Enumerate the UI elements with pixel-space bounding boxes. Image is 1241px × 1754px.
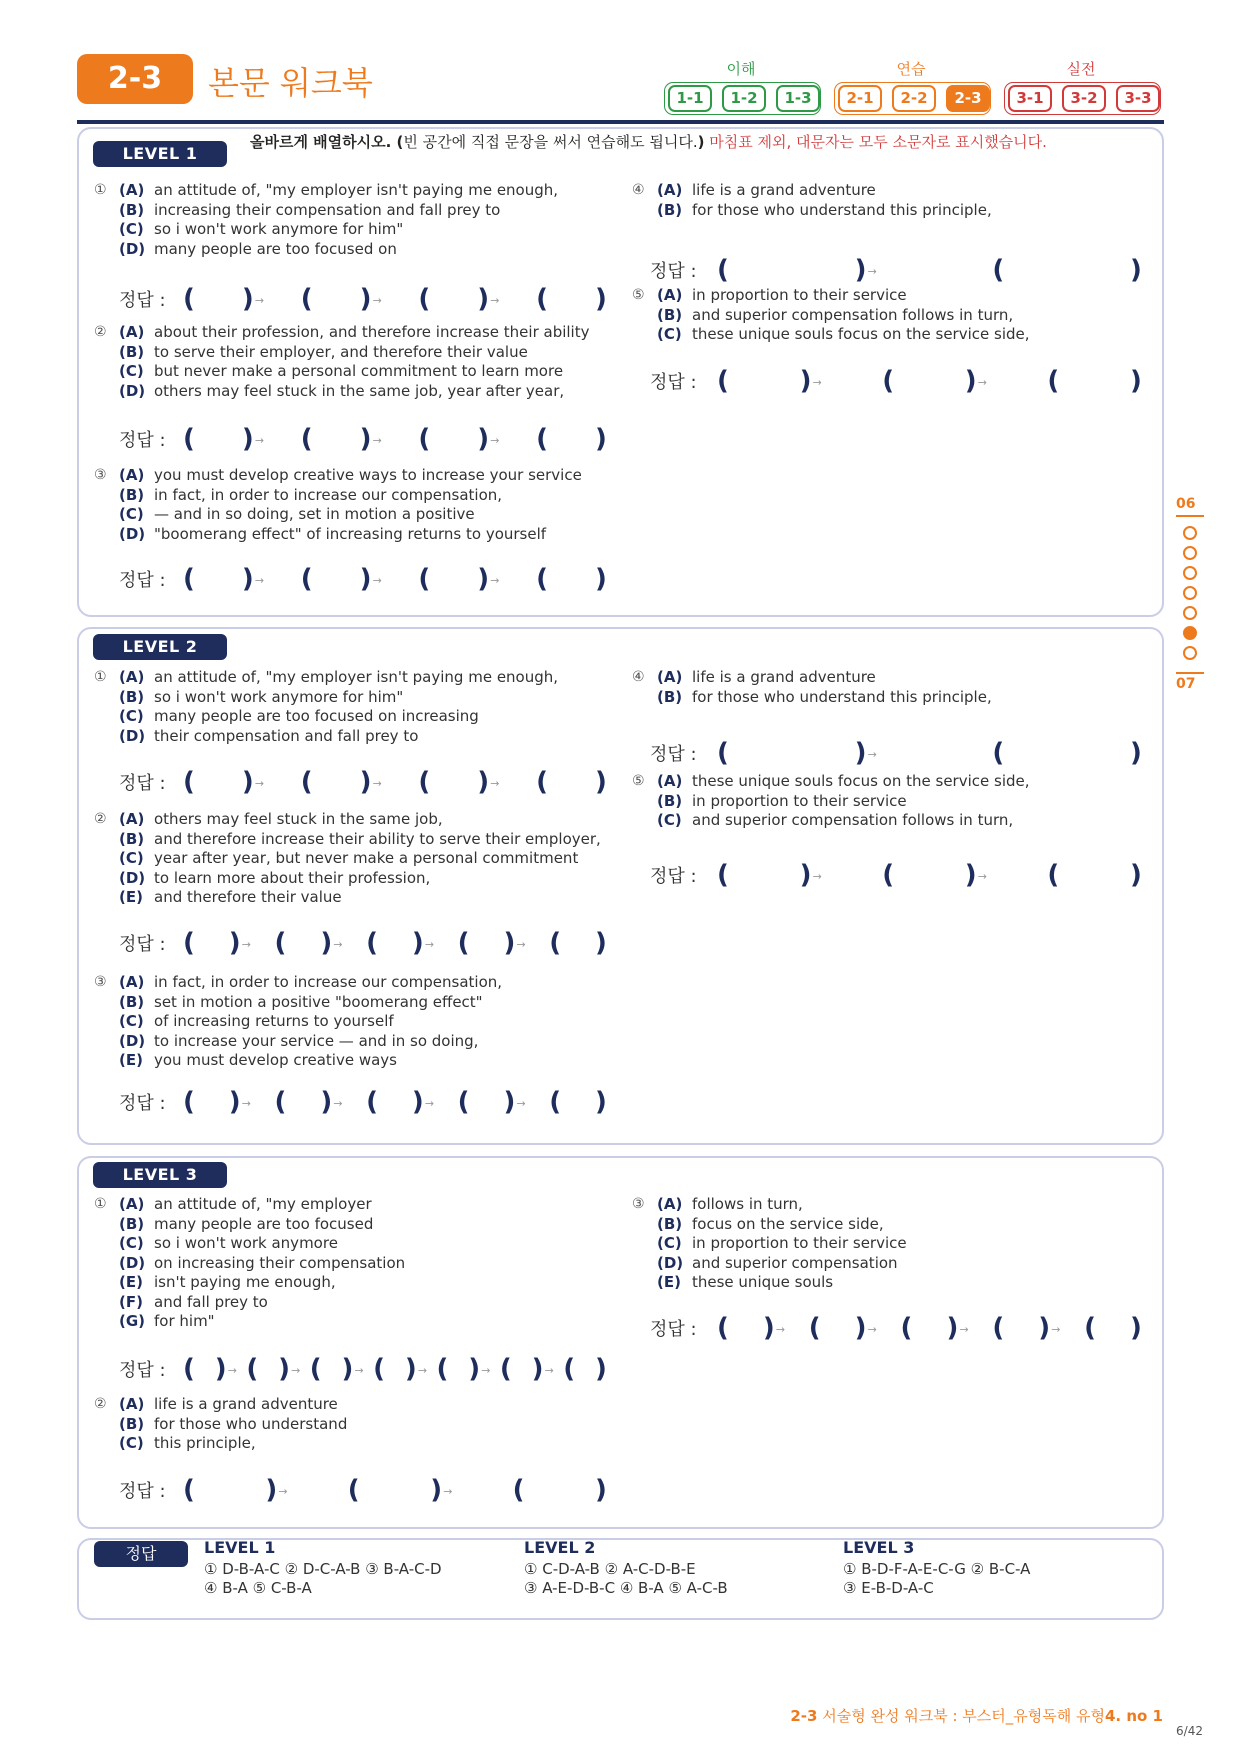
answer-label: 정답 :: [119, 934, 166, 955]
answer-blank-open[interactable]: (: [549, 1087, 562, 1117]
l1-q3-answer-line: [119, 564, 615, 595]
arrow-icon: →: [424, 938, 435, 951]
side-nav-dot: [1183, 526, 1197, 540]
answer-blank-close[interactable]: ): [241, 564, 254, 594]
group-label-real: 실전: [1066, 60, 1096, 78]
option-b: (B) and therefore increase their ability to serve their employer,: [119, 829, 601, 848]
option-f: (F) and fall prey to: [119, 1292, 268, 1311]
answer-blank-open[interactable]: (: [563, 1354, 576, 1384]
answer-blank-open[interactable]: (: [183, 284, 195, 314]
l3-q2: ② (A) life is a grand adventure (B) for those who understand (C) this principle,: [119, 1395, 619, 1454]
option-e: (E) these unique souls: [657, 1273, 834, 1291]
answer-blank-close[interactable]: ): [595, 1475, 607, 1505]
option-c: (C) and superior compensation follows in turn,: [657, 811, 1014, 829]
option-c: (C) — and in so doing, set in motion a positive: [119, 505, 475, 523]
l2-q2-answer-line: [119, 928, 615, 959]
side-nav-top-line: [1176, 515, 1204, 517]
option-b: (B) to serve their employer, and therefore their value: [119, 342, 528, 361]
option-d: (D) to learn more about their profession,: [119, 868, 431, 887]
answer-blank-open[interactable]: (: [300, 284, 313, 314]
answer-label: 정답 :: [119, 1481, 166, 1502]
answer-blank-close[interactable]: ): [1038, 1313, 1051, 1343]
answer-blank-open[interactable]: (: [366, 928, 378, 958]
option-a: (A) follows in turn,: [657, 1195, 803, 1213]
answer-blank-close[interactable]: ): [320, 1087, 333, 1117]
answer-blank-open[interactable]: (: [1047, 860, 1060, 890]
answer-blank-close[interactable]: ): [477, 564, 490, 594]
answer-blank-close[interactable]: ): [964, 366, 977, 396]
option-a: (A) an attitude of, "my employer: [119, 1195, 372, 1213]
answer-blank-open[interactable]: (: [183, 424, 195, 454]
answer-blank-open[interactable]: (: [418, 564, 431, 594]
answer-blank-open[interactable]: (: [457, 928, 470, 958]
l2-q1: ① (A) an attitude of, "my employer isn't paying me enough, (B) so i won't work anymore for him" (C) many people are too focused on increasing (D) their compensation and fall prey to: [119, 668, 619, 746]
l2-q4: ④ (A) life is a grand adventure (B) for those who understand this principle,: [657, 668, 1157, 707]
answer-blank-close[interactable]: ): [265, 1475, 278, 1505]
option-b: (B) focus on the service side,: [657, 1214, 884, 1233]
answer-blank-open[interactable]: (: [992, 255, 1005, 285]
answer-blank-close[interactable]: ): [214, 1354, 227, 1384]
l3-q1-answer-line: [119, 1354, 615, 1385]
answer-blank-close[interactable]: ): [477, 767, 490, 797]
answer-blank-open[interactable]: (: [366, 1087, 378, 1117]
option-c: (C) year after year, but never make a personal commitment: [119, 849, 579, 867]
answer-blank-open[interactable]: (: [300, 767, 313, 797]
tab-3-2[interactable]: 3-2: [1062, 85, 1106, 112]
answer-blank-open[interactable]: (: [536, 424, 549, 454]
footer-caption: 2-3 서술형 완성 워크북 : 부스터_유형독해 유형4. no 1: [790, 1707, 1163, 1725]
side-nav-dot: [1183, 586, 1197, 600]
answer-blank-close[interactable]: ): [762, 1313, 775, 1343]
answer-blank-open[interactable]: (: [900, 1313, 913, 1343]
option-c: (C) of increasing returns to yourself: [119, 1012, 394, 1030]
l3-q1: ① (A) an attitude of, "my employer (B) many people are too focused (C) so i won't work anymore (D) on increasing their compensation (E) isn't paying me enough, (F) and fall prey to (G) for him": [119, 1195, 619, 1332]
arrow-icon: →: [241, 938, 251, 951]
side-nav-bottom-number: 07: [1176, 676, 1196, 692]
option-b: (B) for those who understand this principle,: [657, 687, 992, 706]
option-b: (B) increasing their compensation and fall prey to: [119, 200, 501, 219]
arrow-icon: →: [977, 376, 988, 389]
arrow-icon: →: [424, 1097, 435, 1110]
tab-1-2[interactable]: 1-2: [722, 85, 766, 112]
page-title: 본문 워크북: [208, 64, 373, 102]
answer-blank-open[interactable]: (: [347, 1475, 360, 1505]
side-nav-dot: [1183, 626, 1197, 640]
option-a: (A) an attitude of, "my employer isn't paying me enough,: [119, 668, 559, 686]
answer-blank-open[interactable]: (: [717, 1313, 729, 1343]
page-number: 6/42: [1176, 1724, 1203, 1738]
side-nav-bottom-line: [1176, 672, 1204, 674]
answer-blank-open[interactable]: (: [499, 1354, 512, 1384]
side-nav-dot: [1183, 646, 1197, 660]
answer-blank-open[interactable]: (: [183, 1354, 195, 1384]
option-a: (A) life is a grand adventure: [119, 1395, 338, 1413]
answer-blank-open[interactable]: (: [808, 1313, 821, 1343]
answer-label: 정답 :: [119, 570, 166, 591]
arrow-icon: →: [417, 1364, 428, 1377]
arrow-icon: →: [443, 1485, 453, 1498]
l2-q3-answer-line: [119, 1087, 615, 1118]
arrow-icon: →: [354, 1364, 364, 1377]
arrow-icon: →: [775, 1323, 786, 1336]
answer-label: 정답 :: [650, 261, 697, 282]
option-d: (D) their compensation and fall prey to: [119, 726, 419, 745]
level3-title: LEVEL 3: [93, 1162, 227, 1188]
arrow-icon: →: [372, 294, 382, 307]
arrow-icon: →: [254, 434, 265, 447]
answer-blank-open[interactable]: (: [274, 928, 287, 958]
answer-blank-close[interactable]: ): [1130, 860, 1142, 890]
group-label-practice: 연습: [896, 60, 926, 78]
option-g: (G) for him": [119, 1312, 215, 1330]
answer-blank-close[interactable]: ): [854, 738, 867, 768]
option-b: (B) for those who understand: [119, 1414, 348, 1433]
answer-blank-close[interactable]: ): [341, 1354, 354, 1384]
option-a: (A) in fact, in order to increase our compensation,: [119, 973, 503, 991]
l1-q4: ④ (A) life is a grand adventure (B) for those who understand this principle,: [657, 181, 1157, 220]
option-d: (D) "boomerang effect" of increasing returns to yourself: [119, 524, 547, 543]
answer-blank-close[interactable]: ): [468, 1354, 481, 1384]
arrow-icon: →: [867, 1323, 877, 1336]
l3-q2-answer-line: [119, 1475, 615, 1506]
option-a: (A) about their profession, and therefore increase their ability: [119, 323, 590, 341]
arrow-icon: →: [812, 870, 822, 883]
answer-blank-close[interactable]: ): [503, 1087, 516, 1117]
option-b: (B) and superior compensation follows in turn,: [657, 305, 1014, 324]
answer-blank-close[interactable]: ): [1130, 366, 1142, 396]
l2-q4-answer-line: [650, 738, 1150, 769]
option-c: (C) but never make a personal commitment to learn more: [119, 362, 564, 380]
answer-blank-open[interactable]: (: [418, 284, 431, 314]
answer-blank-close[interactable]: ): [595, 424, 607, 454]
answer-blank-open[interactable]: (: [183, 928, 195, 958]
answer-blank-close[interactable]: ): [595, 564, 607, 594]
arrow-icon: →: [867, 265, 877, 278]
answer-blank-open[interactable]: (: [246, 1354, 259, 1384]
option-c: (C) these unique souls focus on the service side,: [657, 325, 1030, 343]
answer-blank-close[interactable]: ): [477, 284, 490, 314]
l2-q1-answer-line: [119, 767, 615, 798]
option-a: (A) life is a grand adventure: [657, 668, 876, 686]
answer-blank-close[interactable]: ): [241, 424, 254, 454]
answer-blank-close[interactable]: ): [228, 928, 241, 958]
answer-blank-open[interactable]: (: [882, 860, 895, 890]
arrow-icon: →: [291, 1364, 301, 1377]
arrow-icon: →: [490, 574, 500, 587]
answer-blank-open[interactable]: (: [274, 1087, 287, 1117]
answer-blank-open[interactable]: (: [1084, 1313, 1096, 1343]
answer-blank-close[interactable]: ): [430, 1475, 443, 1505]
answer-blank-close[interactable]: ): [595, 284, 607, 314]
answer-key-level2: LEVEL 2 ① C-D-A-B ② A-C-D-B-E ③ A-E-D-B-C ④ B-A ⑤ A-C-B: [524, 1538, 728, 1597]
answer-blank-close[interactable]: ): [359, 424, 372, 454]
answer-blank-open[interactable]: (: [717, 860, 729, 890]
answer-blank-close[interactable]: ): [964, 860, 977, 890]
arrow-icon: →: [254, 294, 265, 307]
l1-q2: ② (A) about their profession, and therefore increase their ability (B) to serve their employer, and therefore their value (C) but never make a personal commitment to learn more (D) others may feel stuck in the same job, year after year,: [119, 323, 617, 401]
option-b: (B) in proportion to their service: [657, 791, 907, 810]
answer-blank-open[interactable]: (: [418, 424, 431, 454]
answer-blank-close[interactable]: ): [320, 928, 333, 958]
arrow-icon: →: [372, 434, 382, 447]
answer-blank-close[interactable]: ): [1130, 738, 1142, 768]
answer-blank-open[interactable]: (: [183, 767, 195, 797]
answer-blank-close[interactable]: ): [595, 1087, 607, 1117]
arrow-icon: →: [333, 1097, 343, 1110]
answer-label: 정답 :: [650, 372, 697, 393]
l2-q3: ③ (A) in fact, in order to increase our compensation, (B) set in motion a positive "boomerang effect" (C) of increasing returns to yourself (D) to increase your service — and in so doing, (E) you must develop creative ways: [119, 973, 619, 1071]
l1-q1: ① (A) an attitude of, "my employer isn't paying me enough, (B) increasing their compensation and fall prey to (C) so i won't work anymore for him" (D) many people are too focused on: [119, 181, 619, 259]
arrow-icon: →: [544, 1364, 554, 1377]
l1-q3: ③ (A) you must develop creative ways to increase your service (B) in fact, in order to increase our compensation, (C) — and in so doing, set in motion a positive (D) "boomerang effect" of increasing returns to yourself: [119, 466, 619, 544]
option-a: (A) others may feel stuck in the same job,: [119, 810, 443, 828]
option-e: (E) and therefore their value: [119, 888, 342, 906]
answer-label: 정답 :: [650, 744, 697, 765]
answer-blank-close[interactable]: ): [228, 1087, 241, 1117]
answer-blank-close[interactable]: ): [359, 767, 372, 797]
option-e: (E) isn't paying me enough,: [119, 1273, 336, 1291]
answer-blank-open[interactable]: (: [300, 424, 313, 454]
answer-label: 정답 :: [119, 773, 166, 794]
answer-blank-open[interactable]: (: [436, 1354, 449, 1384]
arrow-icon: →: [372, 777, 382, 790]
group-label-understand: 이해: [726, 60, 756, 78]
option-d: (D) others may feel stuck in the same job, year after year,: [119, 381, 565, 400]
arrow-icon: →: [490, 294, 500, 307]
l1-q4-answer-line: [650, 255, 1150, 286]
answer-label: 정답 :: [119, 290, 166, 311]
l1-q2-answer-line: [119, 424, 615, 455]
answer-blank-close[interactable]: ): [278, 1354, 290, 1384]
option-b: (B) in fact, in order to increase our compensation,: [119, 485, 503, 504]
answer-blank-close[interactable]: ): [359, 564, 372, 594]
answer-label: 정답 :: [650, 1319, 697, 1340]
answer-blank-close[interactable]: ): [854, 255, 867, 285]
option-c: (C) this principle,: [119, 1434, 256, 1452]
answer-blank-close[interactable]: ): [359, 284, 372, 314]
answer-blank-close[interactable]: ): [946, 1313, 959, 1343]
l2-q2: ② (A) others may feel stuck in the same job, (B) and therefore increase their ability to serve their employer, (C) year after year, but never make a personal commitment (D) to learn more about their profession, (E) and therefore their value: [119, 810, 619, 908]
arrow-icon: →: [372, 574, 382, 587]
answer-blank-open[interactable]: (: [717, 255, 729, 285]
answer-label: 정답 :: [119, 1093, 166, 1114]
answer-blank-open[interactable]: (: [549, 928, 562, 958]
l2-q5: ⑤ (A) these unique souls focus on the service side, (B) in proportion to their service (C) and superior compensation follows in turn,: [657, 772, 1157, 831]
arrow-icon: →: [278, 1485, 288, 1498]
answer-blank-open[interactable]: (: [992, 1313, 1005, 1343]
arrow-icon: →: [490, 434, 500, 447]
tab-2-1[interactable]: 2-1: [838, 85, 882, 112]
answer-key-level1: LEVEL 1 ① D-B-A-C ② D-C-A-B ③ B-A-C-D ④ B-A ⑤ C-B-A: [204, 1538, 442, 1597]
answer-blank-close[interactable]: ): [1130, 255, 1142, 285]
answer-key-badge: 정답: [94, 1541, 188, 1567]
arrow-icon: →: [490, 777, 500, 790]
side-nav-dot: [1183, 546, 1197, 560]
option-e: (E) you must develop creative ways: [119, 1051, 397, 1069]
l3-q3: ③ (A) follows in turn, (B) focus on the service side, (C) in proportion to their service (D) and superior compensation (E) these unique souls: [657, 1195, 1157, 1293]
tab-3-3[interactable]: 3-3: [1116, 85, 1160, 112]
answer-blank-open[interactable]: (: [1047, 366, 1060, 396]
option-c: (C) so i won't work anymore: [119, 1234, 338, 1252]
answer-blank-open[interactable]: (: [183, 1087, 195, 1117]
arrow-icon: →: [867, 748, 877, 761]
answer-blank-open[interactable]: (: [717, 366, 729, 396]
answer-blank-open[interactable]: (: [717, 738, 729, 768]
answer-blank-open[interactable]: (: [512, 1475, 525, 1505]
arrow-icon: →: [333, 938, 343, 951]
tab-2-3[interactable]: 2-3: [946, 85, 990, 112]
arrow-icon: →: [516, 938, 526, 951]
answer-blank-close[interactable]: ): [404, 1354, 417, 1384]
option-a: (A) an attitude of, "my employer isn't paying me enough,: [119, 181, 559, 199]
l2-q5-answer-line: [650, 860, 1150, 891]
answer-blank-close[interactable]: ): [503, 928, 516, 958]
arrow-icon: →: [241, 1097, 251, 1110]
answer-blank-close[interactable]: ): [799, 366, 812, 396]
answer-blank-open[interactable]: (: [536, 284, 549, 314]
section-badge: 2-3: [77, 54, 193, 104]
answer-blank-open[interactable]: (: [300, 564, 313, 594]
level1-title: LEVEL 1: [93, 141, 227, 167]
l3-q3-answer-line: [650, 1313, 1150, 1344]
option-d: (D) and superior compensation: [657, 1253, 898, 1272]
answer-blank-open[interactable]: (: [536, 767, 549, 797]
answer-blank-open[interactable]: (: [418, 767, 431, 797]
l1-q5: ⑤ (A) in proportion to their service (B) and superior compensation follows in turn, (C) these unique souls focus on the service side,: [657, 286, 1157, 345]
answer-blank-open[interactable]: (: [373, 1354, 386, 1384]
answer-blank-open[interactable]: (: [309, 1354, 322, 1384]
tab-3-1[interactable]: 3-1: [1008, 85, 1052, 112]
option-c: (C) many people are too focused on increasing: [119, 707, 479, 725]
answer-blank-open[interactable]: (: [882, 366, 895, 396]
answer-blank-open[interactable]: (: [457, 1087, 470, 1117]
answer-blank-open[interactable]: (: [183, 1475, 195, 1505]
option-a: (A) these unique souls focus on the service side,: [657, 772, 1030, 790]
answer-blank-close[interactable]: ): [595, 767, 607, 797]
answer-blank-open[interactable]: (: [992, 738, 1005, 768]
level2-title: LEVEL 2: [93, 634, 227, 660]
arrow-icon: →: [254, 574, 265, 587]
option-a: (A) you must develop creative ways to increase your service: [119, 466, 582, 484]
answer-blank-close[interactable]: ): [411, 1087, 424, 1117]
answer-blank-close[interactable]: ): [241, 284, 254, 314]
answer-blank-close[interactable]: ): [241, 767, 254, 797]
answer-blank-close[interactable]: ): [1130, 1313, 1142, 1343]
option-c: (C) in proportion to their service: [657, 1234, 907, 1252]
option-d: (D) on increasing their compensation: [119, 1253, 406, 1272]
arrow-icon: →: [812, 376, 822, 389]
option-b: (B) many people are too focused: [119, 1214, 374, 1233]
option-c: (C) so i won't work anymore for him": [119, 220, 404, 238]
option-a: (A) life is a grand adventure: [657, 181, 876, 199]
tab-1-1[interactable]: 1-1: [668, 85, 712, 112]
level1-instruction: 올바르게 배열하시오. (빈 공간에 직접 문장을 써서 연습해도 됩니다.) 마침표 제외, 대문자는 모두 소문자로 표시했습니다.: [250, 133, 1047, 151]
answer-label: 정답 :: [119, 1360, 166, 1381]
answer-blank-close[interactable]: ): [411, 928, 424, 958]
answer-blank-close[interactable]: ): [477, 424, 490, 454]
arrow-icon: →: [227, 1364, 237, 1377]
arrow-icon: →: [481, 1364, 491, 1377]
arrow-icon: →: [959, 1323, 969, 1336]
answer-blank-close[interactable]: ): [799, 860, 812, 890]
option-b: (B) set in motion a positive "boomerang effect": [119, 992, 483, 1011]
option-a: (A) in proportion to their service: [657, 286, 907, 304]
arrow-icon: →: [977, 870, 988, 883]
tab-1-3[interactable]: 1-3: [776, 85, 820, 112]
header-divider: [77, 120, 1164, 124]
answer-label: 정답 :: [650, 866, 697, 887]
arrow-icon: →: [254, 777, 265, 790]
option-d: (D) to increase your service — and in so doing,: [119, 1031, 479, 1050]
arrow-icon: →: [516, 1097, 526, 1110]
side-nav-dot: [1183, 606, 1197, 620]
option-b: (B) so i won't work anymore for him": [119, 687, 404, 706]
answer-key-level3: LEVEL 3 ① B-D-F-A-E-C-G ② B-C-A ③ E-B-D-A-C: [843, 1538, 1031, 1597]
answer-blank-close[interactable]: ): [854, 1313, 867, 1343]
tab-2-2[interactable]: 2-2: [892, 85, 936, 112]
answer-blank-open[interactable]: (: [536, 564, 549, 594]
option-d: (D) many people are too focused on: [119, 239, 397, 258]
answer-blank-open[interactable]: (: [183, 564, 195, 594]
option-b: (B) for those who understand this principle,: [657, 200, 992, 219]
arrow-icon: →: [1051, 1323, 1061, 1336]
l1-q5-answer-line: [650, 366, 1150, 397]
answer-label: 정답 :: [119, 430, 166, 451]
answer-blank-close[interactable]: ): [595, 1354, 607, 1384]
l1-q1-answer-line: [119, 284, 615, 315]
side-nav-dot: [1183, 566, 1197, 580]
side-nav-top-number: 06: [1176, 496, 1196, 512]
answer-blank-close[interactable]: ): [531, 1354, 544, 1384]
answer-blank-close[interactable]: ): [595, 928, 607, 958]
